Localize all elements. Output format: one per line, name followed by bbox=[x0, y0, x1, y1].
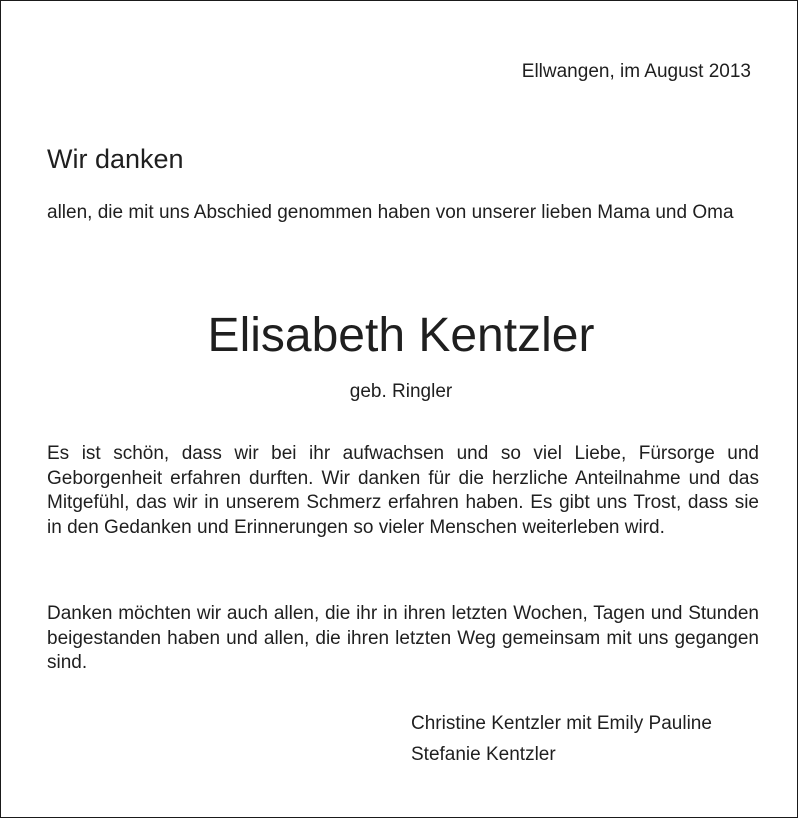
signatory-2: Stefanie Kentzler bbox=[411, 744, 556, 765]
deceased-name: Elisabeth Kentzler bbox=[207, 309, 595, 362]
thanks-paragraph-2: Danken möchten wir auch allen, die ihr in ihren letzten Wochen, Tagen und Stunden beigestanden haben und allen, die ihren letzten Weg gemeinsam mit uns gegangen sind. bbox=[47, 603, 759, 673]
notice-heading: Wir danken bbox=[47, 144, 184, 174]
place-date: Ellwangen, im August 2013 bbox=[521, 61, 751, 82]
thanks-paragraph-1: Es ist schön, dass wir bei ihr aufwachsen und so viel Liebe, Fürsorge und Geborgenheit erfahren durften. Wir danken für die herzliche Anteilnahme und das Mitgefühl, das wir in unserem Schmerz erfahren haben. Es gibt uns Trost, dass sie in den Gedanken und Erinnerungen so vieler Menschen weiterleben wird. bbox=[47, 443, 759, 538]
maiden-name: geb. Ringler bbox=[349, 381, 453, 402]
intro-text: allen, die mit uns Abschied genommen haben von unserer lieben Mama und Oma bbox=[47, 202, 734, 223]
signatory-1: Christine Kentzler mit Emily Pauline bbox=[411, 713, 712, 734]
